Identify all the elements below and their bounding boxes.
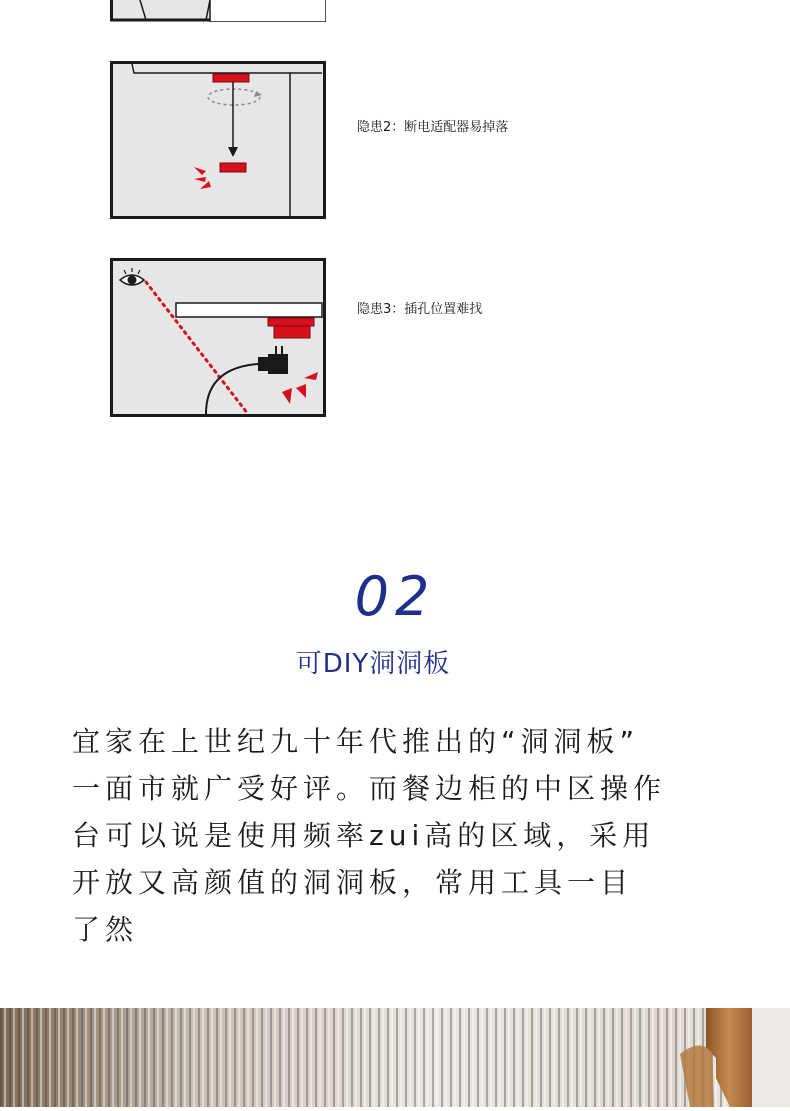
- product-photo: [0, 1008, 790, 1107]
- paragraph-line: 宜家在上世纪九十年代推出的“洞洞板”: [72, 725, 640, 758]
- illustration-panel-socket-hard-to-find: [110, 258, 326, 418]
- illustration-panel-adapter-falling: [110, 61, 326, 219]
- illustration-panel-1: [110, 0, 326, 22]
- paragraph-line: 开放又高颜值的洞洞板，常用工具一目: [72, 866, 634, 899]
- hazard-caption: 隐患2：断电适配器易掉落: [357, 120, 509, 135]
- paragraph-line: 一面市就广受好评。而餐边柜的中区操作: [72, 772, 667, 805]
- hazard-caption: 隐患3：插孔位置难找: [357, 302, 483, 317]
- section-number: 02: [354, 565, 436, 628]
- paragraph-line: 了然: [72, 913, 139, 946]
- section-title: 可DIY洞洞板: [295, 649, 451, 679]
- section-paragraph: [72, 718, 742, 953]
- paragraph-line: 台可以说是使用频率zui高的区域，采用: [72, 819, 656, 852]
